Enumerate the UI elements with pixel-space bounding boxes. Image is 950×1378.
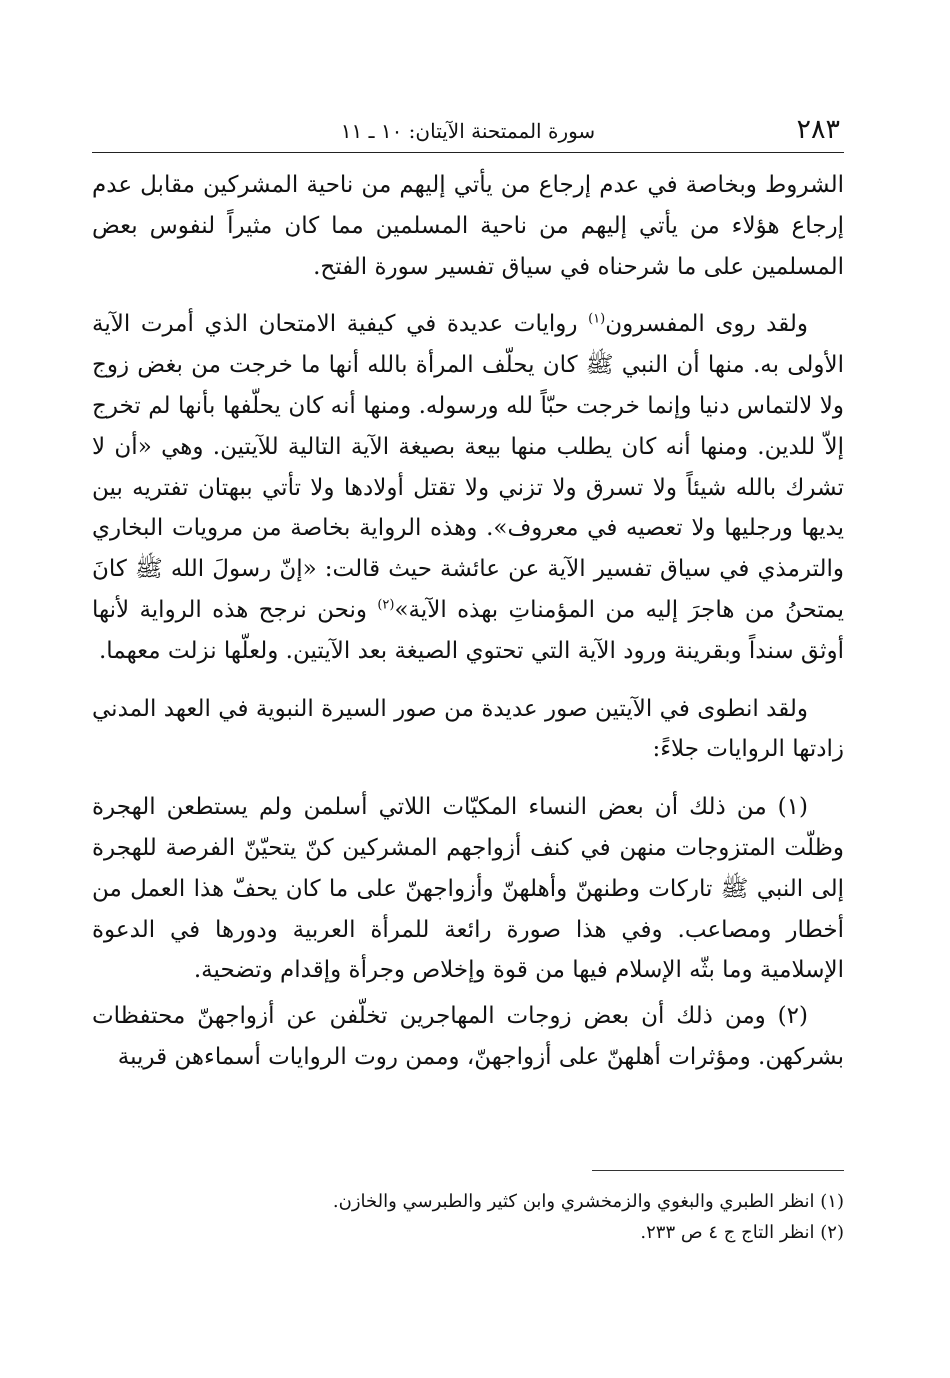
paragraph-prophetic-biography: ولقد انطوى في الآيتين صور عديدة من صور السيرة النبوية في العهد المدني زادتها الروايات جلاءً: <box>92 695 844 763</box>
footnote-marker-1[interactable]: (١) <box>588 311 606 327</box>
page-number: ٢٨٣ <box>796 114 840 145</box>
footnote-1: (١) انظر الطبري والبغوي والزمخشري وابن كثير والطبرسي والخازن. <box>332 1191 844 1212</box>
footnotes <box>92 1186 844 1248</box>
paragraph-text-part: ونحن نرجح هذه الرواية لأنها أوثق سنداً وبقرينة ورود الآية التي تحتوي الصيغة بعد الآيتين. ولعلّها نزلت معهما. <box>92 596 844 664</box>
paragraph-point-1: (١) من ذلك أن بعض النساء المكيّات اللاتي أسلمن ولم يستطعن الهجرة وظلّت المتزوجات منهن في كنف أزواجهم المشركين كنّ يتحيّنّ الفرصة للهجرة إلى النبي ﷺ تاركات وطنهنّ وأهلهنّ وأزواجهنّ على ما كان يحفّ هذا العمل من أخطار ومصاعب. وفي هذا صورة رائعة للمرأة العربية ودورها في الدعوة الإسلامية وما بثّه الإسلام فيها من قوة وإخلاص وجرأة وإقدام وتضحية. <box>92 794 844 984</box>
footnote-2: (٢) انظر التاج ج ٤ ص ٢٣٣. <box>640 1222 844 1243</box>
page-body <box>92 165 844 1078</box>
paragraph-interpreters-narrations <box>92 304 844 671</box>
paragraph-text-part: ولقد روى المفسرون <box>605 311 809 338</box>
page-header <box>92 108 844 153</box>
running-title: سورة الممتحنة الآيتان: ١٠ ـ ١١ <box>340 119 596 143</box>
footnote-divider <box>592 1170 844 1171</box>
paragraph-text-part: روايات عديدة في كيفية الامتحان الذي أمرت الآية الأولى به. منها أن النبي ﷺ كان يحلّف المرأة بالله أنها ما خرجت من بغض زوج ولا لالتماس دنيا وإنما خرجت حبّاً لله ورسوله. ومنها أنه كان يحلّفها بأنها لم تخرج إلاّ للدين. ومنها أنه كان يطلب منها بيعة بصيغة الآية التالية للآيتين. وهي «أن لا تشرك بالله شيئاً ولا تسرق ولا تزني ولا تقتل أولادها ولا تأتي ببهتان تفتريه بين يديها ورجليها ولا تعصيه في معروف». وهذه الرواية بخاصة من مرويات البخاري والترمذي في سياق تفسير الآية عن عائشة حيث قالت: «إنّ رسولَ الله ﷺ كانَ يمتحنُ من هاجرَ إليه من المؤمناتِ بهذه الآية» <box>92 311 844 623</box>
footnote-marker-2[interactable]: (٢) <box>377 597 395 613</box>
paragraph-continuation: الشروط وبخاصة في عدم إرجاع من يأتي إليهم من ناحية المشركين مقابل عدم إرجاع هؤلاء من يأتي إليهم من ناحية المسلمين مما كان مثيراً لنفوس بعض المسلمين على ما شرحناه في سياق تفسير سورة الفتح. <box>92 172 844 280</box>
paragraph-point-2: (٢) ومن ذلك أن بعض زوجات المهاجرين تخلّفن عن أزواجهنّ محتفظات بشركهن. ومؤثرات أهلهنّ على أزواجهنّ، وممن روت الروايات أسماءهن قريبة <box>92 1003 844 1070</box>
book-page <box>92 108 844 1243</box>
